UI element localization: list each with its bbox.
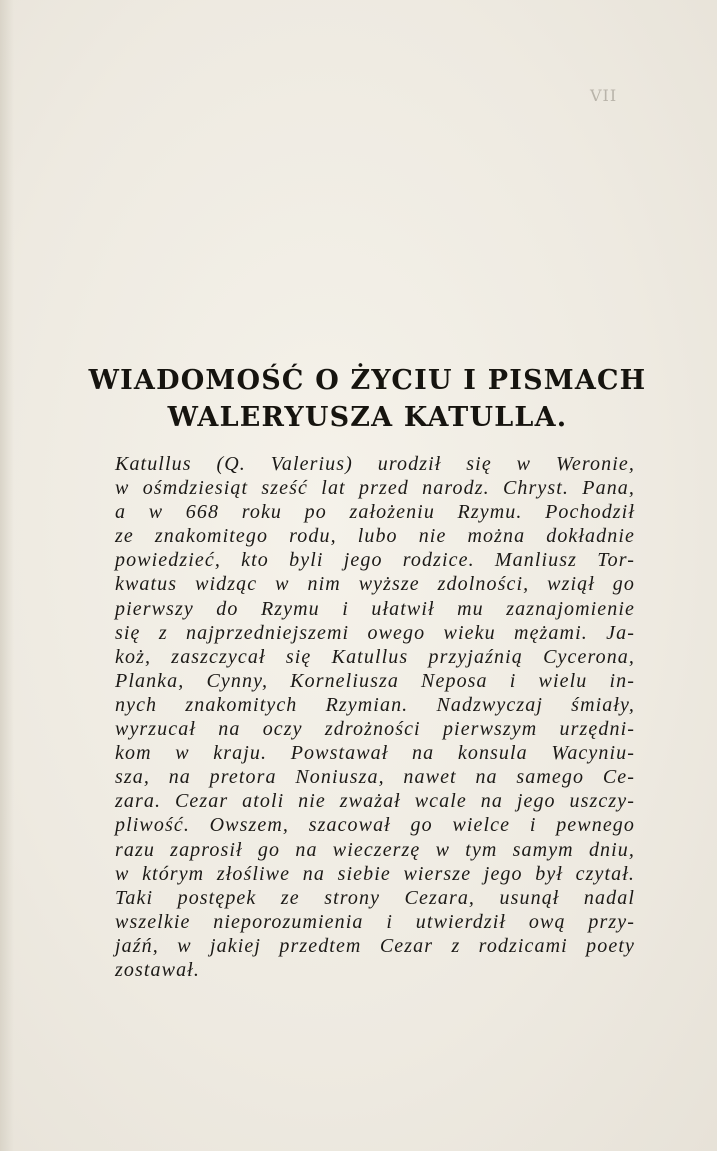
text-line: razu zaprosił go na wieczerzę w tym samym dniu, <box>115 838 635 861</box>
text-line: wyrzucał na oczy zdrożności pierwszym urzędni- <box>115 718 635 741</box>
title-line-2: WALERYUSZA KATULLA. <box>167 402 568 433</box>
text-line: Katullus (Q. Valerius) urodził się w Weronie, <box>115 453 635 475</box>
text-line: a w 668 roku po założeniu Rzymu. Pochodził <box>115 501 635 524</box>
text-line: jaźń, w jakiej przedtem Cezar z rodzicami poety <box>115 934 635 957</box>
text-line: się z najprzedniejszemi owego wieku mężami. Ja- <box>115 621 635 644</box>
body-paragraph <box>115 452 635 982</box>
text-line: Planka, Cynny, Korneliusza Neposa i wielu in- <box>115 669 635 692</box>
text-line: kwatus widząc w nim wyższe zdolności, wziął go <box>115 573 635 596</box>
text-line: Taki postępek ze strony Cezara, usunął nadal <box>115 886 635 909</box>
text-line: w ośmdziesiąt sześć lat przed narodz. Chryst. Pana, <box>115 477 635 500</box>
text-line: w którym złośliwe na siebie wiersze jego był czytał. <box>115 862 635 885</box>
text-line: pierwszy do Rzymu i ułatwił mu zaznajomienie <box>115 597 635 620</box>
text-line: sza, na pretora Noniusza, nawet na samego Ce- <box>115 766 635 789</box>
page-number: VII <box>590 86 618 105</box>
text-line: zara. Cezar atoli nie zważał wcale na jego uszczy- <box>115 790 635 813</box>
text-line: ze znakomitego rodu, lubo nie można dokładnie <box>115 525 635 548</box>
text-line: kom w kraju. Powstawał na konsula Wacyniu- <box>115 742 635 765</box>
page-binding-shadow <box>0 0 14 1151</box>
title-line-1: WIADOMOŚĆ O ŻYCIU I PISMACH <box>88 365 647 396</box>
text-line: koż, zaszczycał się Katullus przyjaźnią Cycerona, <box>115 645 635 668</box>
text-line: pliwość. Owszem, szacował go wielce i pewnego <box>115 814 635 837</box>
chapter-title <box>0 362 717 436</box>
text-line: nych znakomitych Rzymian. Nadzwyczaj śmiały, <box>115 693 635 716</box>
text-line: wszelkie nieporozumienia i utwierdził ową przy- <box>115 910 635 933</box>
text-line: zostawał. <box>115 958 200 981</box>
text-line: powiedzieć, kto byli jego rodzice. Manliusz Tor- <box>115 549 635 572</box>
